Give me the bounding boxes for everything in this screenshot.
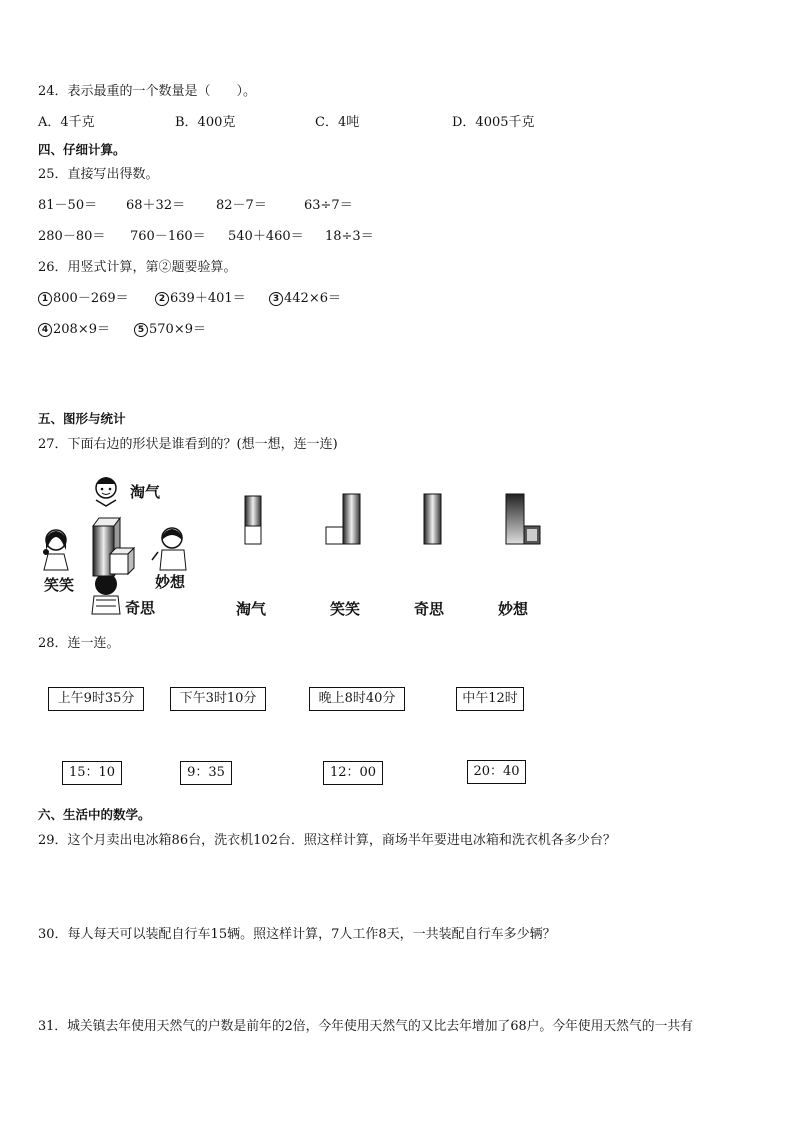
q26-stem: 26．用竖式计算，第②题要验算。 — [38, 260, 237, 275]
q26-item-1: 1 800－269＝ — [38, 291, 129, 307]
q25-r2-4: 18÷3＝ — [325, 229, 374, 244]
time-box-top-4: 中午12时 — [456, 687, 524, 711]
child-taoqi-icon — [96, 477, 116, 506]
time-box-top-2: 下午3时10分 — [170, 687, 266, 711]
child-label-qisi: 奇思 — [125, 599, 156, 617]
child-label-miaoxiang: 妙想 — [155, 573, 186, 591]
q24-option-d: D．4005千克 — [452, 115, 535, 130]
child-label-xiaoxiao: 笑笑 — [44, 576, 75, 594]
q24-option-b: B．400克 — [175, 115, 236, 130]
circled-number: 2 — [155, 292, 169, 306]
section-6-title: 六、生活中的数学。 — [38, 807, 151, 822]
circled-number: 3 — [269, 292, 283, 306]
q28-stem: 28．连一连。 — [38, 636, 120, 651]
q27-figure — [38, 466, 558, 626]
view-label-4: 妙想 — [498, 600, 529, 618]
time-box-top-3: 晚上8时40分 — [309, 687, 405, 711]
q24-option-a: A．4千克 — [38, 115, 95, 130]
q24-option-c: C．4吨 — [315, 115, 360, 130]
q30-stem: 30．每人每天可以装配自行车15辆。照这样计算，7人工作8天，一共装配自行车多少辆？ — [38, 927, 556, 942]
q25-r1-2: 68＋32＝ — [126, 198, 186, 213]
child-qisi-icon — [92, 573, 120, 614]
q25-r1-3: 82－7＝ — [216, 198, 267, 213]
circled-number: 1 — [38, 292, 52, 306]
view-shape-1 — [245, 496, 261, 544]
time-box-bottom-1: 15：10 — [62, 761, 122, 785]
child-xiaoxiao-icon — [43, 530, 68, 570]
view-shape-2 — [326, 494, 360, 544]
child-label-taoqi: 淘气 — [130, 483, 161, 501]
q25-stem: 25．直接写出得数。 — [38, 167, 159, 182]
q24-stem: 24．表示最重的一个数量是（ ）。 — [38, 84, 257, 99]
time-box-top-1: 上午9时35分 — [48, 687, 144, 711]
q26-item-5: 5 570×9＝ — [134, 322, 206, 338]
q25-r1-1: 81－50＝ — [38, 198, 98, 213]
q25-r1-4: 63÷7＝ — [304, 198, 353, 213]
q27-stem: 27．下面右边的形状是谁看到的？(想一想，连一连) — [38, 437, 338, 452]
time-box-bottom-2: 9：35 — [180, 761, 232, 785]
circled-number: 4 — [38, 323, 52, 337]
time-box-bottom-4: 20：40 — [467, 760, 526, 784]
view-label-1: 淘气 — [236, 600, 267, 618]
blocks-object — [93, 518, 134, 576]
time-box-bottom-3: 12：00 — [323, 761, 383, 785]
section-5-title: 五、图形与统计 — [38, 411, 126, 426]
q26-item-4: 4 208×9＝ — [38, 322, 110, 338]
view-label-3: 奇思 — [414, 600, 445, 618]
q29-stem: 29．这个月卖出电冰箱86台，洗衣机102台．照这样计算，商场半年要进电冰箱和洗衣机各多少台？ — [38, 833, 616, 848]
q26-item-2: 2 639＋401＝ — [155, 291, 246, 307]
q31-stem: 31．城关镇去年使用天然气的户数是前年的2倍，今年使用天然气的又比去年增加了68户。今年使用天然气的一共有 — [38, 1019, 693, 1034]
section-4-title: 四、仔细计算。 — [38, 142, 126, 157]
circled-number: 5 — [134, 323, 148, 337]
child-miaoxiang-icon — [152, 528, 186, 570]
q26-item-3: 3 442×6＝ — [269, 291, 341, 307]
q25-r2-2: 760－160＝ — [130, 229, 206, 244]
view-label-2: 笑笑 — [330, 600, 361, 618]
q25-r2-3: 540＋460＝ — [228, 229, 304, 244]
view-shape-4 — [506, 494, 540, 544]
q25-r2-1: 280－80＝ — [38, 229, 106, 244]
view-shape-3 — [424, 494, 441, 544]
